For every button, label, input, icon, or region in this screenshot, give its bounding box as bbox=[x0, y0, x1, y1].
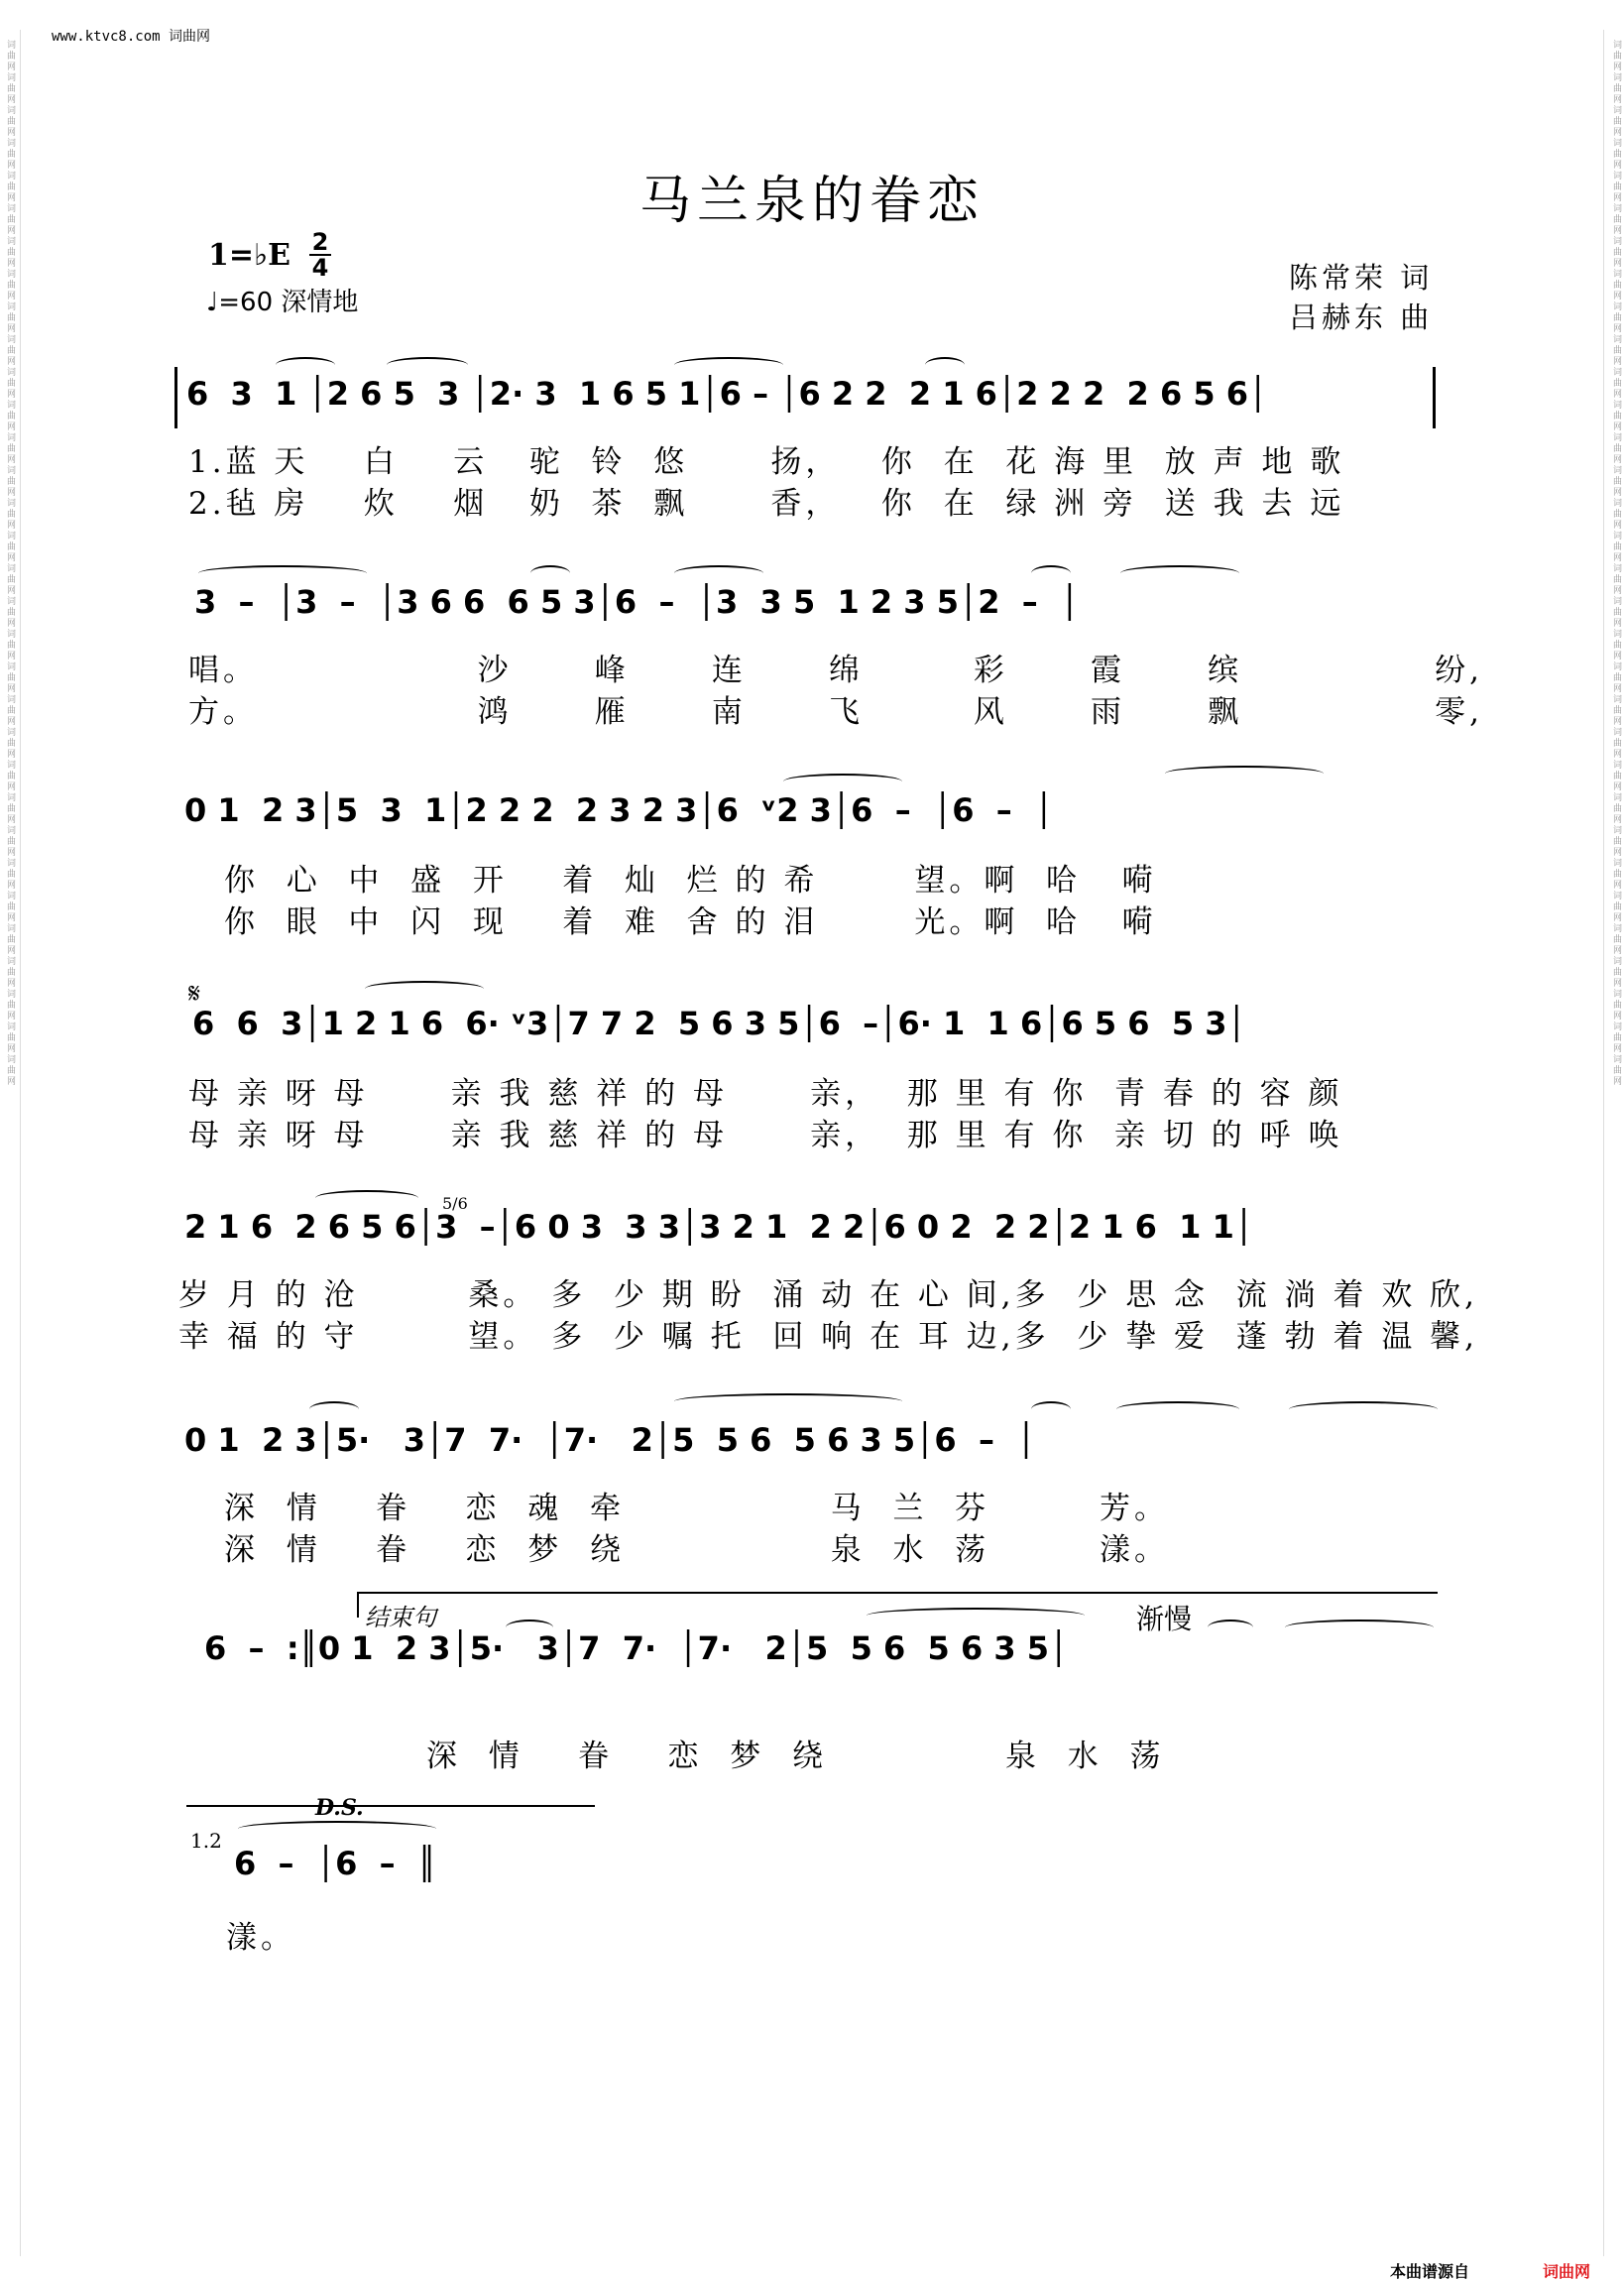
lyrics-1-verse-1: 1.蓝 天 白 云 驼 铃 悠 扬， 你 在 花 海 里 放 声 地 歌 bbox=[188, 444, 1345, 480]
notes-line-2: 3 – │3 – │3 6 6 6 5 3│6 – │3 3 5 1 2 3 5│2 – │ bbox=[194, 583, 1080, 621]
lyrics-2-verse-1: 唱。 沙 峰 连 绵 彩 霞 缤 纷, bbox=[188, 653, 1483, 688]
score-system-4 bbox=[0, 977, 1624, 1153]
footer-site-link[interactable]: 词曲网 bbox=[1543, 2262, 1591, 2281]
time-signature bbox=[309, 230, 331, 280]
site-url[interactable]: www.ktvc8.com 词曲网 bbox=[52, 29, 211, 45]
notes-line-1: 6 3 1 │2 6 5 3 │2· 3 1 6 5 1│6 – │6 2 2 2 1 6│2 2 2 2 6 5 6│ bbox=[186, 375, 1268, 413]
lyrics-3-verse-1: 你 心 中 盛 开 着 灿 烂 的 希 望。啊 哈 嗬 bbox=[224, 863, 1157, 899]
tempo-marking: ♩=60 深情地 bbox=[206, 288, 359, 317]
lyrics-4-verse-1: 母 亲 呀 母 亲 我 慈 祥 的 母 亲， 那 里 有 你 青 春 的 容 颜 bbox=[188, 1076, 1343, 1112]
lyrics-6-verse-2: 深 情 眷 恋 梦 绕 泉 水 荡 漾。 bbox=[224, 1532, 1170, 1568]
segno-sign: 𝄋 bbox=[188, 977, 201, 1010]
score-system-1 bbox=[0, 357, 1624, 522]
right-watermark: 词曲网词曲网词曲网词曲网词曲网词曲网词曲网词曲网词曲网词曲网词曲网词曲网词曲网词曲网词曲网词曲网词曲网词曲网词曲网词曲网词曲网词曲网词曲网词曲网词曲网词曲网词曲网词曲网词曲网词曲网词曲网词曲网 bbox=[1611, 40, 1621, 1087]
time-bottom: 4 bbox=[311, 254, 329, 282]
score-system-6 bbox=[0, 1393, 1624, 1568]
fermata-mark: 5/6 bbox=[442, 1194, 468, 1213]
notes-line-7: 6 – :║0 1 2 3│5· 3│7 7· │7· 2│5 5 6 5 6 3 5│ bbox=[204, 1629, 1069, 1667]
lyrics-2-verse-2: 方。 鸿 雁 南 飞 风 雨 飘 零, bbox=[188, 694, 1483, 730]
notes-line-5: 2 1 6 2 6 5 6│3 –│6 0 3 3 3│3 2 1 2 2│6 0 2 2 2│2 1 6 1 1│ bbox=[184, 1208, 1254, 1246]
key-signature: 1=♭E bbox=[208, 238, 291, 273]
ending-mark: 1.2 bbox=[190, 1829, 222, 1853]
score-system-5 bbox=[0, 1190, 1624, 1355]
notes-line-6: 0 1 2 3│5· 3│7 7· │7· 2│5 5 6 5 6 3 5│6 – │ bbox=[184, 1421, 1036, 1459]
score-system-7 bbox=[0, 1592, 1624, 1774]
lyrics-6-verse-1: 深 情 眷 恋 魂 牵 马 兰 芬 芳。 bbox=[224, 1491, 1170, 1526]
ritardando-label: 渐慢 bbox=[1136, 1603, 1193, 1635]
lyrics-3-verse-2: 你 眼 中 闪 现 着 难 舍 的 泪 光。啊 哈 嗬 bbox=[224, 904, 1157, 940]
ending-label: 结束句 bbox=[365, 1604, 436, 1631]
lyrics-5-verse-1: 岁 月 的 沧 桑。 多 少 期 盼 涌 动 在 心 间,多 少 思 念 流 淌 着 欢 欣, bbox=[178, 1277, 1479, 1313]
lyrics-4-verse-2: 母 亲 呀 母 亲 我 慈 祥 的 母 亲， 那 里 有 你 亲 切 的 呼 唤 bbox=[188, 1118, 1343, 1153]
score-system-3 bbox=[0, 774, 1624, 940]
footer-source-label: 本曲谱源自 bbox=[1390, 2262, 1470, 2281]
left-watermark: 词曲网词曲网词曲网词曲网词曲网词曲网词曲网词曲网词曲网词曲网词曲网词曲网词曲网词曲网词曲网词曲网词曲网词曲网词曲网词曲网词曲网词曲网词曲网词曲网词曲网词曲网词曲网词曲网词曲网词曲网词曲网词曲网 bbox=[5, 40, 15, 1087]
score-system-8 bbox=[0, 1795, 1624, 1956]
lyrics-1-verse-2: 2.毡 房 炊 烟 奶 茶 飘 香， 你 在 绿 洲 旁 送 我 去 远 bbox=[188, 486, 1345, 522]
time-top: 2 bbox=[311, 228, 329, 256]
lyricist: 陈常荣 词 bbox=[1289, 261, 1434, 295]
song-title: 马兰泉的眷恋 bbox=[638, 172, 985, 231]
lyrics-5-verse-2: 幸 福 的 守 望。 多 少 嘱 托 回 响 在 耳 边,多 少 挚 爱 蓬 勃 着 温 馨, bbox=[178, 1319, 1479, 1355]
ds-marking: D.S. bbox=[315, 1795, 364, 1821]
lyrics-7-verse-1: 深 情 眷 恋 梦 绕 泉 水 荡 bbox=[426, 1739, 1165, 1774]
notes-line-8: 6 – │6 – ║ bbox=[234, 1845, 437, 1882]
lyrics-8-verse-1: 漾。 bbox=[226, 1920, 295, 1956]
composer: 吕赫东 曲 bbox=[1289, 300, 1434, 334]
score-system-2 bbox=[0, 565, 1624, 730]
notes-line-3: 0 1 2 3│5 3 1│2 2 2 2 3 2 3│6 ᵛ2 3│6 – │6 – │ bbox=[184, 791, 1054, 829]
notes-line-4: 6 6 3│1 2 1 6 6· ᵛ3│7 7 2 5 6 3 5│6 –│6· 1 1 6│6 5 6 5 3│ bbox=[192, 1005, 1246, 1042]
